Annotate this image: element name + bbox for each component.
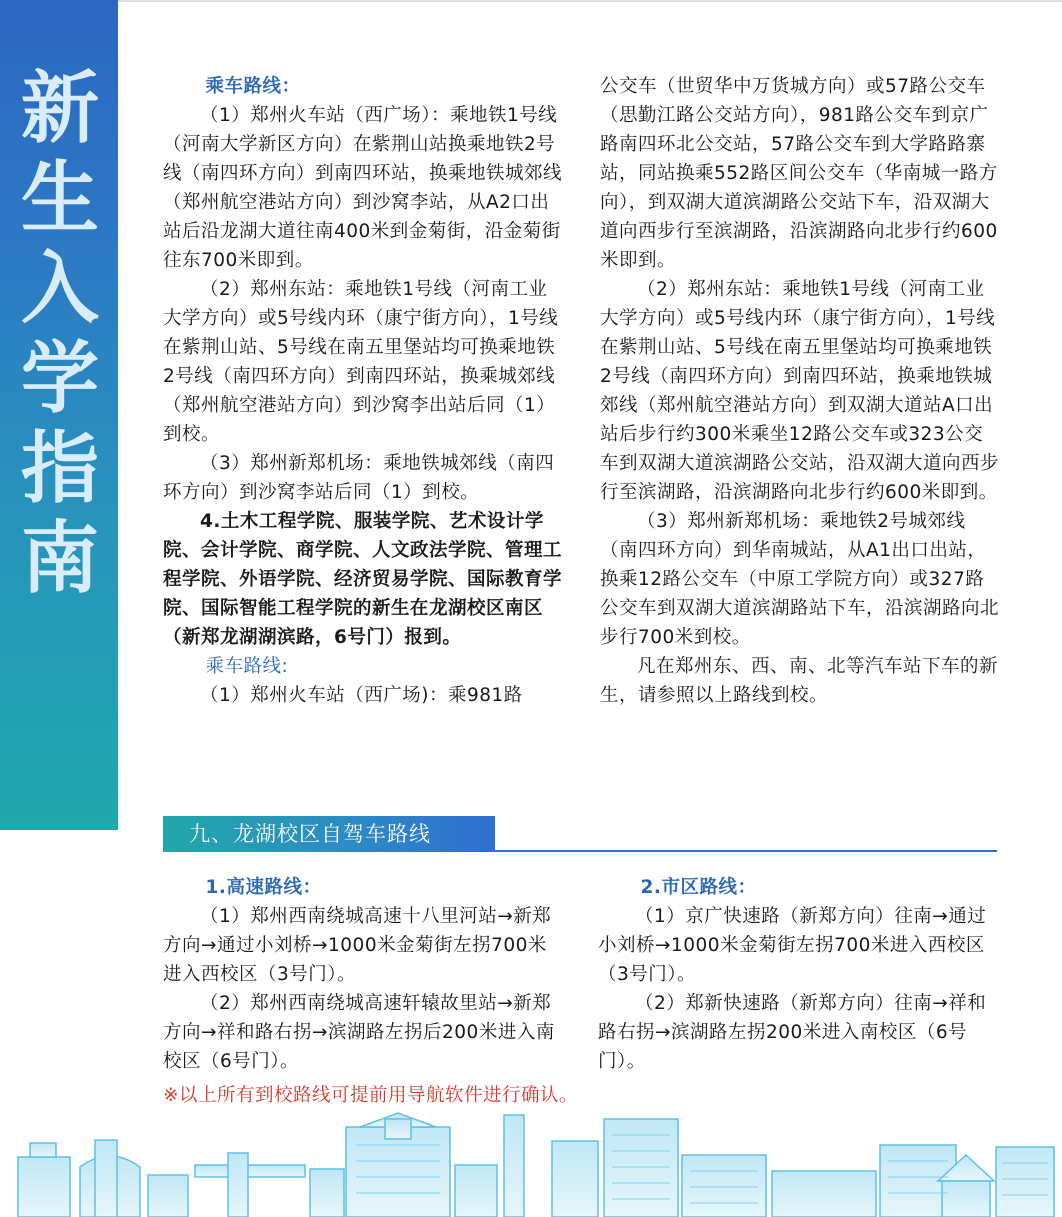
route-paragraph: （1）京广快速路（新郑方向）往南→通过小刘桥→1000米金菊街左拐700米进入西校区（3号门）。: [598, 906, 987, 985]
route-heading: 乘车路线：: [205, 76, 301, 97]
top-border: [118, 0, 1062, 2]
route-heading: 2.市区路线：: [640, 877, 757, 898]
sidebar-title: [14, 64, 106, 604]
section-divider: [495, 850, 997, 852]
route-paragraph: （1）郑州火车站（西广场)：乘981路: [200, 685, 523, 706]
sidebar-title-char: 生: [20, 154, 99, 244]
left-column: [163, 72, 563, 710]
route-heading: 乘车路线:: [205, 656, 289, 677]
route-paragraph: （1）郑州火车站（西广场）：乘地铁1号线（河南大学新区方向）在紫荆山站换乘地铁2号线（南四环方向）到南四环站，换乘地铁城郊线（郑州航空港站方向）到沙窝李站，从A2口出站后沿龙湖大道往南400米到金菊街，沿金菊街往东700米即到。: [163, 105, 563, 271]
campus-assignment-paragraph: 4.土木工程学院、服装学院、艺术设计学院、会计学院、商学院、人文政法学院、管理工程学院、外语学院、经济贸易学院、国际教育学院、国际智能工程学院的新生在龙湖校区南区（新郑龙湖湖滨路，6号门）报到。: [163, 511, 563, 648]
route-paragraph: （2）郑州东站：乘地铁1号线（河南工业大学方向）或5号线内环（康宁街方向），1号线在紫荆山站、5号线在南五里堡站均可换乘地铁2号线（南四环方向）到南四环站，换乘地铁城郊线（郑州航空港站方向）到双湖大道站A口出站后步行约300米乘坐12路公交车或323公交车到双湖大道滨湖路公交站，沿双湖大道向西步行至滨湖路，沿滨湖路向北步行约600米即到。: [600, 279, 1000, 503]
route-paragraph: （2）郑州西南绕城高速轩辕故里站→新郑方向→祥和路右拐→滨湖路左拐后200米进入南校区（6号门）。: [163, 993, 555, 1072]
section-header: [163, 816, 495, 852]
sidebar-title-char: 新: [20, 64, 99, 154]
city-skyline-illustration: [0, 1105, 1062, 1217]
route-paragraph: （1）郑州西南绕城高速十八里河站→新郑方向→通过小刘桥→1000米金菊街左拐700米进入西校区（3号门）。: [163, 906, 552, 985]
section-title: 九、龙湖校区自驾车路线: [189, 822, 431, 846]
sidebar-title-char: 入: [20, 244, 99, 334]
city-route-column: [598, 873, 998, 1076]
route-heading: 1.高速路线：: [205, 877, 322, 898]
route-paragraph: （2）郑新快速路（新郑方向）往南→祥和路右拐→滨湖路左拐200米进入南校区（6号门）。: [598, 993, 987, 1072]
route-paragraph: （3）郑州新郑机场：乘地铁城郊线（南四环方向）到沙窝李站后同（1）到校。: [163, 453, 555, 503]
route-paragraph: 凡在郑州东、西、南、北等汽车站下车的新生，请参照以上路线到校。: [600, 656, 999, 706]
right-column: [600, 72, 1000, 710]
navigation-note: ※以上所有到校路线可提前用导航软件进行确认。: [163, 1085, 579, 1106]
sidebar-title-char: 南: [20, 514, 99, 604]
route-paragraph: 公交车（世贸华中万货城方向）或57路公交车（思勤江路公交站方向），981路公交车到京广路南四环北公交站，57路公交车到大学路路寨站，同站换乘552路区间公交车（华南城一路方向），到双湖大道滨湖路公交站下车，沿双湖大道向西步行至滨湖路，沿滨湖路向北步行约600米即到。: [600, 76, 998, 271]
sidebar-title-char: 指: [20, 424, 99, 514]
sidebar-banner: [0, 0, 118, 830]
route-paragraph: （3）郑州新郑机场：乘地铁2号城郊线（南四环方向）到华南城站，从A1出口出站，换乘12路公交车（中原工学院方向）或327路公交车到双湖大道滨湖路站下车，沿滨湖路向北步行700米到校。: [600, 511, 1000, 648]
sidebar-title-char: 学: [20, 334, 99, 424]
highway-route-column: [163, 873, 563, 1076]
route-paragraph: （2）郑州东站：乘地铁1号线（河南工业大学方向）或5号线内环（康宁街方向），1号线在紫荆山站、5号线在南五里堡站均可换乘地铁2号线（南四环方向）到南四环站，换乘城郊线（郑州航空港站方向）到沙窝李出站后同（1）到校。: [163, 279, 559, 445]
